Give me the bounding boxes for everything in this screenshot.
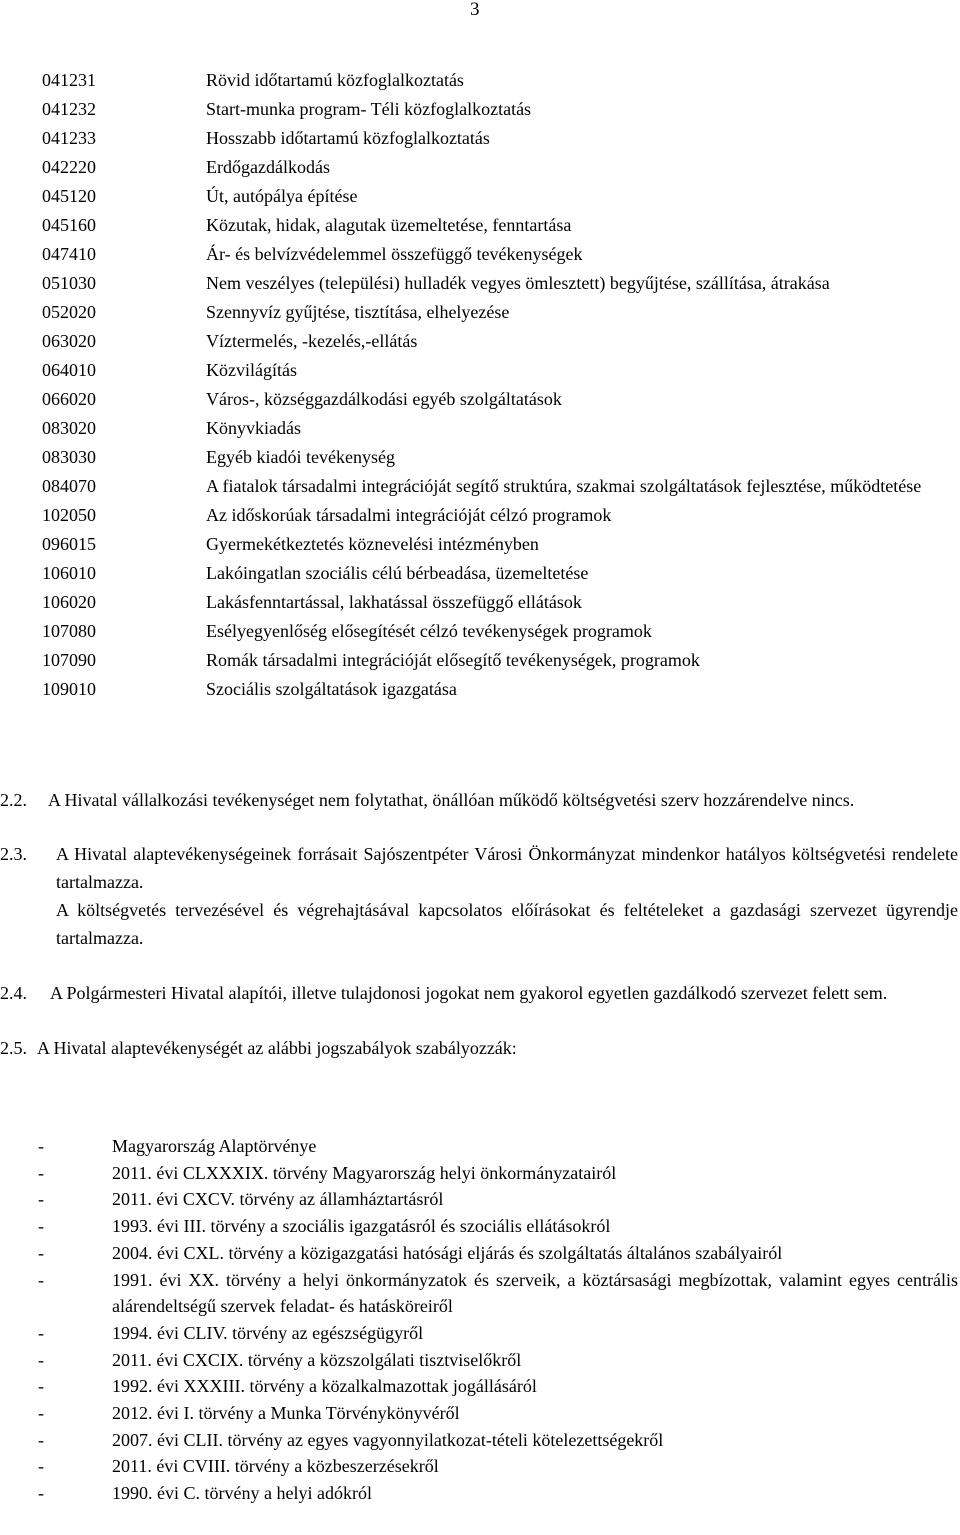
- numbered-sections: [0, 786, 958, 1062]
- section-number: 2.5.: [0, 1038, 27, 1058]
- list-dash: -: [38, 1136, 44, 1156]
- list-dash: -: [38, 1349, 44, 1370]
- list-dash: -: [38, 1242, 44, 1263]
- activity-description: Rövid időtartamú közfoglalkoztatás: [206, 70, 464, 90]
- list-dash: -: [38, 1483, 44, 1504]
- activity-description: A fiatalok társadalmi integrációját segítő struktúra, szakmai szolgáltatások fejlesztése, működtetése: [206, 476, 922, 496]
- activity-description: Víztermelés, -kezelés,-ellátás: [206, 331, 418, 351]
- list-item: [36, 1240, 958, 1267]
- code-row: [42, 356, 958, 385]
- activity-code: 096015: [42, 534, 96, 554]
- activity-code: 109010: [42, 679, 96, 699]
- activity-description: Egyéb kiadói tevékenység: [206, 447, 395, 467]
- list-dash: -: [38, 1429, 44, 1450]
- list-dash: -: [38, 1322, 44, 1343]
- list-dash: -: [38, 1216, 44, 1237]
- code-row: [42, 182, 958, 211]
- section-text: A Polgármesteri Hivatal alapítói, illetve tulajdonosi jogokat nem gyakorol egyetlen gazdálkodó szervezet felett sem.: [50, 983, 888, 1003]
- activity-description: Szociális szolgáltatások igazgatása: [206, 679, 457, 699]
- code-row: [42, 211, 958, 240]
- activity-description: Közutak, hidak, alagutak üzemeltetése, fenntartása: [206, 215, 572, 235]
- activity-description: Erdőgazdálkodás: [206, 157, 330, 177]
- activity-description: Ár- és belvízvédelemmel összefüggő tevékenységek: [206, 244, 583, 264]
- code-row: [42, 617, 958, 646]
- code-row: [42, 327, 958, 356]
- activity-description: Könyvkiadás: [206, 418, 301, 438]
- list-item: [36, 1400, 958, 1427]
- list-dash: -: [38, 1269, 44, 1290]
- law-title: Magyarország Alaptörvénye: [112, 1136, 317, 1156]
- activity-description: Út, autópálya építése: [206, 186, 358, 206]
- activity-code: 041231: [42, 70, 96, 90]
- list-item: [36, 1373, 958, 1400]
- code-row: [42, 472, 958, 501]
- law-title: 1990. évi C. törvény a helyi adókról: [112, 1483, 372, 1504]
- list-item: [36, 1213, 958, 1240]
- section-number: 2.4.: [0, 983, 27, 1003]
- activity-code: 041232: [42, 99, 96, 119]
- law-title: 2011. évi CLXXXIX. törvény Magyarország helyi önkormányzatairól: [112, 1162, 617, 1183]
- section-text: A Hivatal alaptevékenységét az alábbi jogszabályok szabályozzák:: [37, 1038, 517, 1058]
- activity-description: Szennyvíz gyűjtése, tisztítása, elhelyezése: [206, 302, 510, 322]
- activity-code: 045160: [42, 215, 96, 235]
- law-title: 1994. évi CLIV. törvény az egészségügyről: [112, 1322, 424, 1343]
- activity-code: 045120: [42, 186, 96, 206]
- activity-code: 064010: [42, 360, 96, 380]
- section-text: A Hivatal alaptevékenységeinek forrásait Sajószentpéter Városi Önkormányzat mindenkor hatályos költségvetési rendelete tartalmazza.: [56, 844, 958, 892]
- code-row: [42, 530, 958, 559]
- list-item: [36, 1347, 958, 1374]
- list-item: [36, 1160, 958, 1187]
- code-row: [42, 385, 958, 414]
- section-2-2: [0, 786, 958, 814]
- activity-code: 107090: [42, 650, 96, 670]
- law-title: 1992. évi XXXIII. törvény a közalkalmazottak jogállásáról: [112, 1376, 537, 1397]
- activity-code: 051030: [42, 273, 96, 293]
- activity-description: Gyermekétkeztetés köznevelési intézményben: [206, 534, 539, 554]
- code-row: [42, 559, 958, 588]
- activity-code: 041233: [42, 128, 96, 148]
- section-text: A Hivatal vállalkozási tevékenységet nem folytathat, önállóan működő költségvetési szerv hozzárendelve nincs.: [48, 790, 855, 810]
- activity-description: Romák társadalmi integrációját elősegítő tevékenységek, programok: [206, 650, 700, 670]
- law-title: 2004. évi CXL. törvény a közigazgatási hatósági eljárás és szolgáltatás általános szabályairól: [112, 1242, 783, 1263]
- list-dash: -: [38, 1162, 44, 1183]
- section-text-continued: A költségvetés tervezésével és végrehajtásával kapcsolatos előírásokat és feltételeket a gazdasági szervezet ügyrendje tartalmazza.: [56, 900, 958, 948]
- list-dash: -: [38, 1403, 44, 1424]
- page-number: 3: [470, 0, 480, 20]
- section-2-3: [0, 840, 958, 952]
- activity-description: Start-munka program- Téli közfoglalkoztatás: [206, 99, 532, 119]
- code-row: [42, 124, 958, 153]
- law-title: 1991. évi XX. törvény a helyi önkormányzatok és szerveik, a köztársasági megbízottak, valamint egyes centrális alárendeltségű szervek feladat- és hatásköreiről: [112, 1269, 958, 1317]
- activity-code: 106020: [42, 592, 96, 612]
- activity-description: Lakásfenntartással, lakhatással összefüggő ellátások: [206, 592, 582, 612]
- code-row: [42, 675, 958, 704]
- law-title: 2011. évi CXCV. törvény az államháztartásról: [112, 1189, 444, 1210]
- activity-code: 063020: [42, 331, 96, 351]
- activity-code: 042220: [42, 157, 96, 177]
- legislation-list: [36, 1133, 958, 1507]
- activity-code: 083030: [42, 447, 96, 467]
- activity-code-list: [42, 66, 958, 704]
- code-row: [42, 153, 958, 182]
- law-title: 2007. évi CLII. törvény az egyes vagyonnyilatkozat-tételi kötelezettségekről: [112, 1429, 664, 1450]
- list-item: [36, 1453, 958, 1480]
- activity-code: 106010: [42, 563, 96, 583]
- activity-description: Közvilágítás: [206, 360, 297, 380]
- section-2-4: [0, 979, 958, 1007]
- activity-code: 084070: [42, 476, 96, 496]
- code-row: [42, 95, 958, 124]
- law-title: 2012. évi I. törvény a Munka Törvénykönyvéről: [112, 1403, 460, 1424]
- code-row: [42, 414, 958, 443]
- activity-description: Lakóingatlan szociális célú bérbeadása, üzemeltetése: [206, 563, 589, 583]
- code-row: [42, 240, 958, 269]
- law-title: 1993. évi III. törvény a szociális igazgatásról és szociális ellátásokról: [112, 1216, 611, 1237]
- list-item: [36, 1480, 958, 1507]
- activity-description: Az időskorúak társadalmi integrációját célzó programok: [206, 505, 612, 525]
- code-row: [42, 66, 958, 95]
- activity-code: 052020: [42, 302, 96, 322]
- code-row: [42, 588, 958, 617]
- section-2-5: [0, 1034, 958, 1062]
- list-item: [36, 1267, 958, 1320]
- list-dash: -: [38, 1376, 44, 1397]
- list-item: [36, 1186, 958, 1213]
- activity-description: Város-, községgazdálkodási egyéb szolgáltatások: [206, 389, 562, 409]
- code-row: [42, 443, 958, 472]
- section-number: 2.2.: [0, 790, 27, 810]
- list-dash: -: [38, 1189, 44, 1210]
- list-item: [36, 1427, 958, 1454]
- law-title: 2011. évi CXCIX. törvény a közszolgálati tisztviselőkről: [112, 1349, 522, 1370]
- code-row: [42, 269, 958, 298]
- list-item: [36, 1320, 958, 1347]
- law-title: 2011. évi CVIII. törvény a közbeszerzésekről: [112, 1456, 439, 1477]
- section-number: 2.3.: [0, 844, 27, 864]
- code-row: [42, 501, 958, 530]
- code-row: [42, 298, 958, 327]
- activity-code: 102050: [42, 505, 96, 525]
- activity-code: 083020: [42, 418, 96, 438]
- activity-description: Nem veszélyes (települési) hulladék vegyes ömlesztett) begyűjtése, szállítása, átrakása: [206, 273, 830, 293]
- list-item: [36, 1133, 958, 1160]
- activity-code: 066020: [42, 389, 96, 409]
- list-dash: -: [38, 1456, 44, 1477]
- activity-code: 047410: [42, 244, 96, 264]
- code-row: [42, 646, 958, 675]
- activity-code: 107080: [42, 621, 96, 641]
- activity-description: Hosszabb időtartamú közfoglalkoztatás: [206, 128, 490, 148]
- activity-description: Esélyegyenlőség elősegítését célzó tevékenységek programok: [206, 621, 652, 641]
